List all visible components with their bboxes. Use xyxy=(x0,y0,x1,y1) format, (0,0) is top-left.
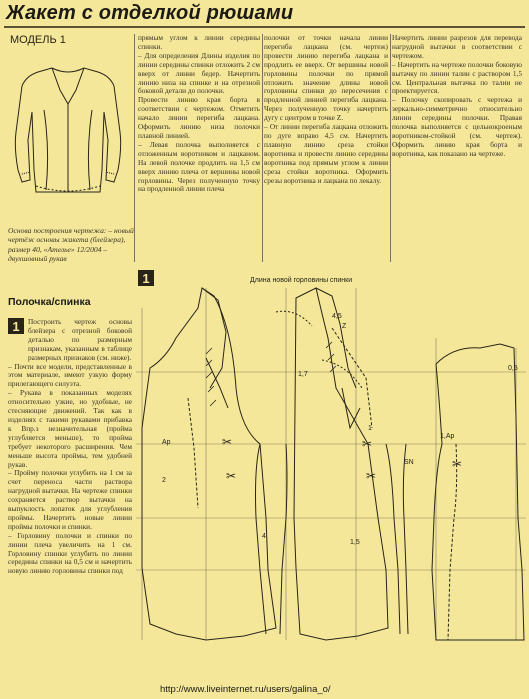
col1-paragraph: – Почти все модели, представленные в этом материале, имеют узкую форму прилегающего силуэта. xyxy=(8,361,132,389)
col1-paragraph: – Горловину полочки и спинки по линии плеча увеличить на 1 см. Горловину спинки углубить по линии середины спинки на 0,5 см и начертить новую линию горловины спинки под xyxy=(8,530,132,576)
col2-paragraph: – Левая полочка выполняется с отложенным воротником и лацканом. На левой полочке продлить на 1,5 см вверх линию плеча от вершины новой горловины. Через полученную точку на продленной линии плеча xyxy=(138,139,260,194)
pattern-basis-note: Основа построения чертежа: – новый чертёж основы жакета (блейзера), размер 40, «Ателье» 12/2004 – двухшовный рукав xyxy=(8,226,134,264)
drawing-label-z: Z xyxy=(342,323,347,330)
col2-paragraph: Провести линию края борта в соответствии с чертежом. Отметить начало линии перегиба лацкана. Оформить линию низа полочки плавной линией. xyxy=(138,95,260,140)
col3-paragraph: – От линии перегиба лацкана отложить по дуге вправо 4,5 см. Начертить плавную линию среза стойки воротника и провести линию середины воротника под прямым углом к линии среза стойки воротника. Оформить срезы воротника и лацкана по лекалу. xyxy=(264,122,388,185)
text-column-1 xyxy=(8,318,132,576)
drawing-label-collar: Длина новой горловины спинки xyxy=(250,277,353,284)
section-title: Полочка/спинка xyxy=(8,296,91,308)
text-column-3 xyxy=(264,34,388,185)
text-column-2 xyxy=(138,34,260,194)
scissors-icon: ✂ xyxy=(222,435,233,449)
col4-paragraph: – Полочку скопировать с чертежа и зеркально-симметрично относительно линии середины полочки. Правая полочка выполняется с цельнокроеным воротником-стойкой (см. чертеж). Оформить линию края борта и воротника, как показано на чертеже. xyxy=(392,95,522,158)
drawing-label-ap: Ар xyxy=(162,439,171,446)
col1-paragraph: – Пройму полочки углубить на 1 см за счет переноса части раствора нагрудной вытачки. На чертеже спинки сохраняется раствор вытачки на выпуклость лопаток для углубления проймы. Начертить новые линии проймы полочки и спинки. xyxy=(8,468,132,531)
drawing-label-2: 2 xyxy=(162,477,166,484)
drawing-label-05: 0,5 xyxy=(508,365,518,372)
page-title: Жакет с отделкой рюшами xyxy=(6,2,294,24)
model-label: МОДЕЛЬ 1 xyxy=(10,34,66,46)
jacket-sketch xyxy=(6,50,130,222)
drawing-label-ap2: 1,Ар xyxy=(440,433,455,440)
col1-paragraph: Построить чертеж основы блейзера с отрезной боковой деталью по размерным признакам, указанным в таблице размерных признаков (см. ниже). xyxy=(28,317,132,362)
column-divider xyxy=(262,34,263,262)
col4-paragraph: – Начертить на чертеже полочки боковую вытачку по линии талии с раствором 1,5 см. Центральная вытачка по талии не проектируется. xyxy=(392,59,522,96)
drawing-label-1: 1 xyxy=(368,425,372,432)
scissors-icon: ✂ xyxy=(226,469,237,483)
pattern-drawing xyxy=(136,268,526,680)
col4-paragraph: Начертить линии разрезов для перевода нагрудной вытачки в соответствии с чертежом. xyxy=(392,33,522,60)
source-url[interactable]: http://www.liveinternet.ru/users/galina_o/ xyxy=(160,684,331,695)
drawing-label-17: 1,7 xyxy=(298,371,308,378)
col2-paragraph: прямым углом к линии середины спинки. xyxy=(138,33,260,51)
scissors-icon: ✂ xyxy=(366,469,377,483)
title-divider xyxy=(4,26,525,28)
drawing-label-15: 1,5 xyxy=(350,539,360,546)
text-column-4 xyxy=(392,34,522,159)
scissors-icon: ✂ xyxy=(452,457,463,471)
drawing-label-45: 4,5 xyxy=(332,313,342,320)
col2-paragraph: – Для определения Длины изделия по линии середины спинки отложить 2 см вверх от линии бедер. Начертить линию низа на спинке и на отрезной боковой детали до полочки. xyxy=(138,50,260,96)
drawing-number-badge: 1 xyxy=(138,270,154,286)
column-divider xyxy=(390,34,391,262)
col3-paragraph: полочки от точки начала линии перегиба лацкана (см. чертеж) провести линию перегиба лацкана и продлить ее вверх. От вершины новой горловины полочки по прямой отложить значение длины новой горловины спинки до пересечения с продленной линией перегиба лацкана. Через полученную точку начертить дугу с центром в точке Z. xyxy=(264,33,388,123)
scissors-icon: ✂ xyxy=(362,437,373,451)
drawing-label-sn: SN xyxy=(404,459,414,466)
column-divider xyxy=(134,34,135,262)
drawing-label-4: 4 xyxy=(262,533,266,540)
step-number-badge: 1 xyxy=(8,318,24,334)
col1-paragraph: – Рукава в показанных моделях относительно узкие, но удобные, не стесняющие движений. Так как в изделиях с такими рукавами прибавка к Впр.з незначительная (пройма углубляется меньше), то пройма требует некоторого расширения. Чем меньше высота проймы, тем удобней рукав. xyxy=(8,388,132,469)
